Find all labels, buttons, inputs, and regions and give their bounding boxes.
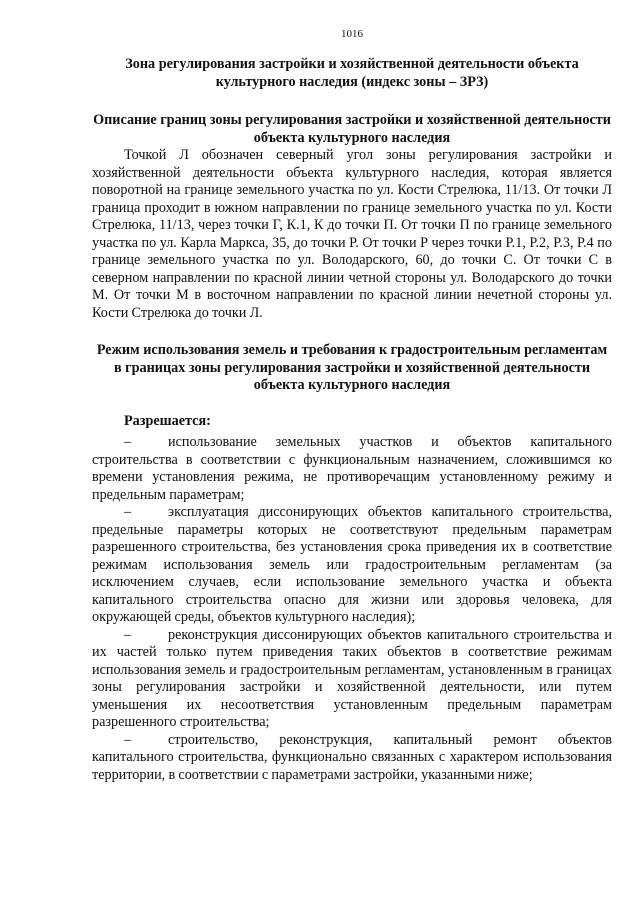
page-number: 1016 <box>341 28 363 40</box>
boundaries-description: Точкой Л обозначен северный угол зоны регулирования застройки и хозяйственной деятельности объекта культурного наследия, которая является поворотной на границе земельного участка по ул. Кости Стрелюка, 11/13. От точки Л граница проходит в южном направлении по границе земельного участка по ул. Кости Стрелюка, 11/13, через точки Г, К.1, К до точки П. От точки П по границе земельного участка по ул. Карла Маркса, 35, до точки Р. От точки Р через точки Р.1, Р.2, Р.3, Р.4 по границе земельного участка по ул. Володарского, 60, до точки С. От точки С в северном направлении по красной линии четной стороны ул. Володарского до точки М. От точки М в восточном направлении по красной линии нечетной стороны ул. Кости Стрелюка до точки Л. <box>92 147 612 321</box>
list-item <box>92 504 612 627</box>
list-item <box>92 732 612 785</box>
list-dash: – <box>124 626 132 643</box>
list-item-text: эксплуатация диссонирующих объектов капитального строительства, предельные параметры которых не соответствуют предельным параметрам разрешенного строительства, без установления срока приведения их в соответствие режимам использования земель или градостроительным регламентам (за исключением случаев, если использование земельного участка и объекта капитального строительства опасно для жизни или здоровья человека, для окружающей среды, объектов культурного наследия); <box>92 504 612 625</box>
list-item <box>92 627 612 732</box>
allowed-label: Разрешается: <box>124 412 211 429</box>
list-item-text: использование земельных участков и объектов капитального строительства в соответствии с функциональным назначением, сложившимся ко времени установления режима, не противоречащим установленному режиму и предельным параметрам; <box>92 434 612 503</box>
zone-title: Зона регулирования застройки и хозяйственной деятельности объекта культурного наследия (индекс зоны – ЗРЗ) <box>125 56 579 90</box>
boundaries-title: Описание границ зоны регулирования застройки и хозяйственной деятельности объекта культурного наследия <box>93 112 611 146</box>
document-page <box>92 28 612 784</box>
list-dash: – <box>124 731 132 748</box>
list-item-text: реконструкция диссонирующих объектов капитального строительства и их частей только путем приведения таких объектов в соответствие режимам использования земель и градостроительным регламентам, установленным в границах зоны регулирования застройки и хозяйственной деятельности, или путем уменьшения их несоответствия установленным предельным параметрам разрешенного строительства; <box>92 626 612 730</box>
list-dash: – <box>124 504 132 520</box>
list-item-text: строительство, реконструкция, капитальный ремонт объектов капитального строительства, функционально связанных с характером использования территории, в соответствии с параметрами застройки, указанными ниже; <box>92 731 612 783</box>
regime-title: Режим использования земель и требования к градостроительным регламентам в границах зоны регулирования застройки и хозяйственной деятельности объекта культурного наследия <box>96 342 608 393</box>
allowed-list <box>92 434 612 784</box>
list-item <box>92 434 612 504</box>
list-dash: – <box>124 434 132 450</box>
